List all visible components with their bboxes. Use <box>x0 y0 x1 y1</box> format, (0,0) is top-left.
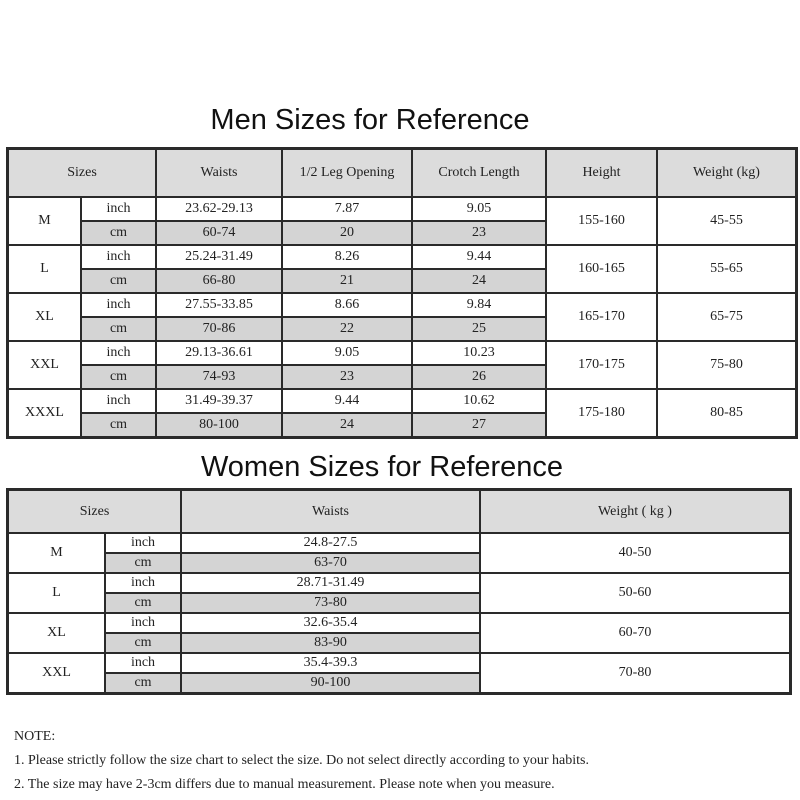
men-waist-inch: 29.13-36.61 <box>156 341 282 365</box>
women-weight: 60-70 <box>480 613 790 653</box>
men-height: 175-180 <box>546 389 657 437</box>
women-weight: 50-60 <box>480 573 790 613</box>
women-size-chart-title: Women Sizes for Reference <box>200 451 564 483</box>
women-row-l-inch <box>8 573 790 593</box>
unit-cm: cm <box>81 365 156 389</box>
men-waist-inch: 27.55-33.85 <box>156 293 282 317</box>
women-waist-cm: 90-100 <box>181 673 480 693</box>
notes-heading: NOTE: <box>14 729 56 744</box>
unit-inch: inch <box>105 613 181 633</box>
women-row-xl-inch <box>8 613 790 633</box>
men-weight: 75-80 <box>657 341 796 389</box>
unit-inch: inch <box>81 197 156 221</box>
unit-cm: cm <box>105 633 181 653</box>
men-row-m-inch <box>8 197 796 221</box>
men-size-label: XL <box>8 293 81 341</box>
men-waist-cm: 80-100 <box>156 413 282 437</box>
women-header-weight: Weight ( kg ) <box>480 490 790 533</box>
women-weight: 40-50 <box>480 533 790 573</box>
men-header-crotch-length: Crotch Length <box>412 149 546 197</box>
men-leg-inch: 9.05 <box>282 341 412 365</box>
men-crotch-cm: 27 <box>412 413 546 437</box>
men-row-xl-inch <box>8 293 796 317</box>
men-size-label: XXXL <box>8 389 81 437</box>
men-weight: 80-85 <box>657 389 796 437</box>
men-header-height: Height <box>546 149 657 197</box>
men-leg-cm: 21 <box>282 269 412 293</box>
men-header-weight: Weight (kg) <box>657 149 796 197</box>
unit-cm: cm <box>81 413 156 437</box>
men-height: 170-175 <box>546 341 657 389</box>
men-waist-inch: 31.49-39.37 <box>156 389 282 413</box>
men-waist-cm: 66-80 <box>156 269 282 293</box>
unit-cm: cm <box>105 553 181 573</box>
women-row-xxl-inch <box>8 653 790 673</box>
unit-inch: inch <box>105 533 181 553</box>
unit-inch: inch <box>105 573 181 593</box>
women-size-label: L <box>8 573 105 613</box>
men-leg-inch: 8.66 <box>282 293 412 317</box>
men-weight: 45-55 <box>657 197 796 245</box>
unit-cm: cm <box>105 593 181 613</box>
women-header-waists: Waists <box>181 490 480 533</box>
men-waist-inch: 25.24-31.49 <box>156 245 282 269</box>
men-header-waists: Waists <box>156 149 282 197</box>
men-leg-cm: 24 <box>282 413 412 437</box>
men-leg-inch: 7.87 <box>282 197 412 221</box>
women-waist-inch: 24.8-27.5 <box>181 533 480 553</box>
women-size-table <box>6 488 792 695</box>
men-leg-cm: 20 <box>282 221 412 245</box>
men-size-label: XXL <box>8 341 81 389</box>
men-crotch-cm: 23 <box>412 221 546 245</box>
women-waist-inch: 32.6-35.4 <box>181 613 480 633</box>
men-weight: 65-75 <box>657 293 796 341</box>
men-leg-cm: 23 <box>282 365 412 389</box>
men-waist-cm: 74-93 <box>156 365 282 389</box>
note-line-1: 1. Please strictly follow the size chart to select the size. Do not select directly according to your habits. <box>14 753 589 768</box>
unit-inch: inch <box>81 389 156 413</box>
men-crotch-inch: 9.44 <box>412 245 546 269</box>
men-size-label: M <box>8 197 81 245</box>
women-waist-cm: 83-90 <box>181 633 480 653</box>
women-weight: 70-80 <box>480 653 790 693</box>
unit-cm: cm <box>105 673 181 693</box>
women-row-m-inch <box>8 533 790 553</box>
men-height: 165-170 <box>546 293 657 341</box>
men-leg-cm: 22 <box>282 317 412 341</box>
men-crotch-cm: 26 <box>412 365 546 389</box>
men-row-l-inch <box>8 245 796 269</box>
women-size-label: XL <box>8 613 105 653</box>
men-header-row <box>8 149 796 197</box>
unit-cm: cm <box>81 317 156 341</box>
women-waist-inch: 35.4-39.3 <box>181 653 480 673</box>
men-size-table <box>6 147 798 439</box>
unit-cm: cm <box>81 221 156 245</box>
men-row-xxxl-inch <box>8 389 796 413</box>
unit-inch: inch <box>81 245 156 269</box>
men-header-sizes: Sizes <box>8 149 156 197</box>
men-waist-cm: 60-74 <box>156 221 282 245</box>
men-leg-inch: 8.26 <box>282 245 412 269</box>
women-waist-inch: 28.71-31.49 <box>181 573 480 593</box>
men-crotch-inch: 10.23 <box>412 341 546 365</box>
men-crotch-inch: 9.84 <box>412 293 546 317</box>
men-header-leg-opening: 1/2 Leg Opening <box>282 149 412 197</box>
men-waist-cm: 70-86 <box>156 317 282 341</box>
men-height: 155-160 <box>546 197 657 245</box>
women-size-label: M <box>8 533 105 573</box>
men-crotch-inch: 9.05 <box>412 197 546 221</box>
men-leg-inch: 9.44 <box>282 389 412 413</box>
women-header-row <box>8 490 790 533</box>
men-height: 160-165 <box>546 245 657 293</box>
unit-inch: inch <box>105 653 181 673</box>
men-size-chart-title: Men Sizes for Reference <box>210 104 530 136</box>
unit-inch: inch <box>81 341 156 365</box>
notes-section <box>14 725 589 797</box>
men-waist-inch: 23.62-29.13 <box>156 197 282 221</box>
men-crotch-cm: 24 <box>412 269 546 293</box>
women-waist-cm: 63-70 <box>181 553 480 573</box>
note-line-2: 2. The size may have 2-3cm differs due to manual measurement. Please note when you measure. <box>14 777 555 792</box>
men-size-label: L <box>8 245 81 293</box>
men-crotch-cm: 25 <box>412 317 546 341</box>
women-header-sizes: Sizes <box>8 490 181 533</box>
unit-inch: inch <box>81 293 156 317</box>
men-crotch-inch: 10.62 <box>412 389 546 413</box>
women-size-label: XXL <box>8 653 105 693</box>
men-row-xxl-inch <box>8 341 796 365</box>
men-weight: 55-65 <box>657 245 796 293</box>
unit-cm: cm <box>81 269 156 293</box>
women-waist-cm: 73-80 <box>181 593 480 613</box>
